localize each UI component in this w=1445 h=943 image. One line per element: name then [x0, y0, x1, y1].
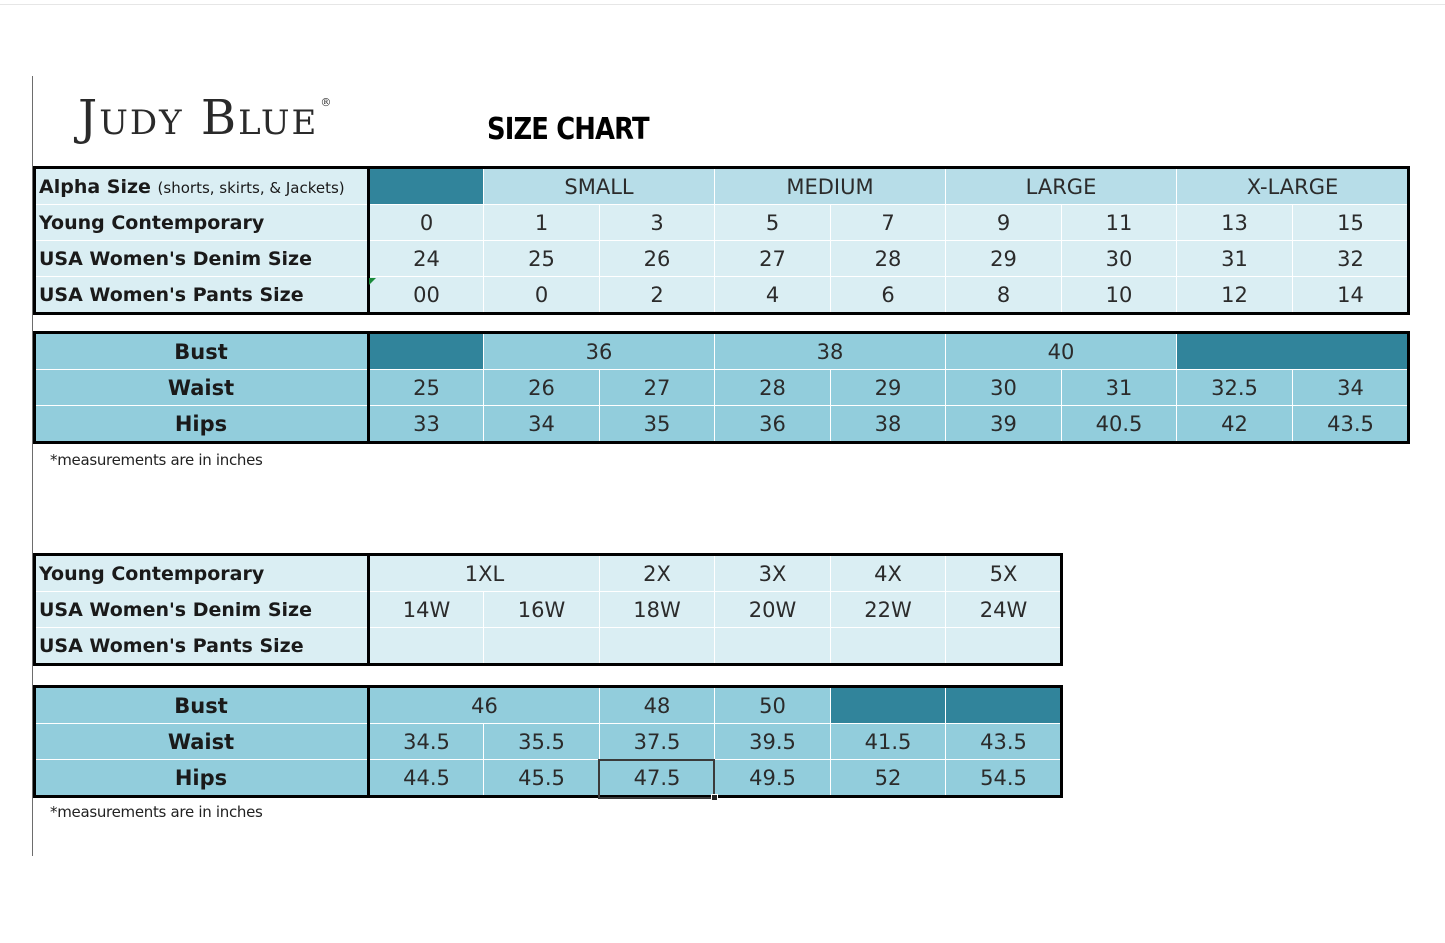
plus-pants-size-cell[interactable]: [484, 628, 600, 664]
plus-hips-value-cell[interactable]: 44.5: [369, 760, 484, 796]
young-size-cell[interactable]: 15: [1293, 205, 1409, 241]
denim-size-cell[interactable]: 30: [1062, 241, 1177, 277]
waist-value-cell[interactable]: 25: [369, 370, 484, 406]
alpha-group-cell[interactable]: LARGE: [946, 169, 1177, 205]
plus-denim-size-cell[interactable]: 24W: [946, 592, 1062, 628]
plus-waist-value-cell[interactable]: 39.5: [715, 724, 831, 760]
young-size-cell[interactable]: 1: [484, 205, 600, 241]
plus-waist-value-cell[interactable]: 43.5: [946, 724, 1062, 760]
plus-pants-size-row: [35, 628, 1062, 664]
plus-hips-value-cell[interactable]: 49.5: [715, 760, 831, 796]
hips-value-cell[interactable]: 43.5: [1293, 406, 1409, 442]
denim-size-cell[interactable]: 27: [715, 241, 831, 277]
bust-value-cell[interactable]: 36: [484, 334, 715, 370]
plus-denim-size-cell[interactable]: 16W: [484, 592, 600, 628]
pants-size-cell[interactable]: 12: [1177, 277, 1293, 313]
hips-value-cell[interactable]: 35: [600, 406, 715, 442]
young-size-cell[interactable]: 7: [831, 205, 946, 241]
hips-label: Hips: [35, 406, 369, 442]
hips-value-cell[interactable]: 34: [484, 406, 600, 442]
alpha-size-label-note: (shorts, skirts, & Jackets): [157, 178, 345, 197]
denim-size-label: USA Women's Denim Size: [35, 241, 369, 277]
top-divider: [0, 4, 1445, 5]
denim-size-cell[interactable]: 26: [600, 241, 715, 277]
pants-size-cell[interactable]: 8: [946, 277, 1062, 313]
plus-young-contemporary-label: Young Contemporary: [35, 556, 369, 592]
plus-hips-value-cell[interactable]: 45.5: [484, 760, 600, 796]
plus-bust-row: [35, 688, 1062, 724]
denim-size-cell[interactable]: 28: [831, 241, 946, 277]
trademark-mark: ®: [320, 96, 334, 109]
young-size-cell[interactable]: 9: [946, 205, 1062, 241]
waist-value-cell[interactable]: 29: [831, 370, 946, 406]
hips-value-cell[interactable]: 39: [946, 406, 1062, 442]
cell-comment-marker: [369, 278, 376, 285]
plus-young-size-cell[interactable]: 4X: [831, 556, 946, 592]
plus-waist-value-cell[interactable]: 35.5: [484, 724, 600, 760]
plus-denim-size-cell[interactable]: 20W: [715, 592, 831, 628]
alpha-size-label: [35, 169, 369, 205]
plus-hips-value-cell[interactable]: 52: [831, 760, 946, 796]
plus-young-size-cell[interactable]: 1XL: [369, 556, 600, 592]
plus-pants-size-label: USA Women's Pants Size: [35, 628, 369, 664]
plus-denim-size-row: [35, 592, 1062, 628]
plus-denim-size-cell[interactable]: 22W: [831, 592, 946, 628]
waist-value-cell[interactable]: 28: [715, 370, 831, 406]
hips-value-cell[interactable]: 33: [369, 406, 484, 442]
sheet-left-edge: [32, 76, 33, 856]
plus-waist-label: Waist: [35, 724, 369, 760]
plus-waist-value-cell[interactable]: 41.5: [831, 724, 946, 760]
plus-hips-label: Hips: [35, 760, 369, 796]
waist-value-cell[interactable]: 34: [1293, 370, 1409, 406]
waist-value-cell[interactable]: 26: [484, 370, 600, 406]
plus-measurement-note: *measurements are in inches: [50, 803, 263, 821]
plus-pants-size-cell[interactable]: [369, 628, 484, 664]
plus-young-size-cell[interactable]: 3X: [715, 556, 831, 592]
plus-denim-size-cell[interactable]: 18W: [600, 592, 715, 628]
denim-size-cell[interactable]: 24: [369, 241, 484, 277]
plus-bust-label: Bust: [35, 688, 369, 724]
young-size-cell[interactable]: 3: [600, 205, 715, 241]
bust-blank-cell[interactable]: [1177, 334, 1409, 370]
plus-young-size-cell[interactable]: 5X: [946, 556, 1062, 592]
plus-waist-row: [35, 724, 1062, 760]
plus-hips-row: [35, 760, 1062, 796]
young-contemporary-label: Young Contemporary: [35, 205, 369, 241]
plus-measurements-table: [34, 687, 1062, 796]
alpha-size-blank-cell[interactable]: [369, 169, 484, 205]
measurement-note: *measurements are in inches: [50, 451, 263, 469]
denim-size-cell[interactable]: 31: [1177, 241, 1293, 277]
alpha-group-cell[interactable]: MEDIUM: [715, 169, 946, 205]
alpha-size-label-text: Alpha Size: [39, 175, 151, 198]
plus-young-contemporary-row: [35, 556, 1062, 592]
plus-bust-value-cell[interactable]: 48: [600, 688, 715, 724]
hips-value-cell[interactable]: 36: [715, 406, 831, 442]
denim-size-cell[interactable]: 32: [1293, 241, 1409, 277]
plus-bust-blank-cell[interactable]: [946, 688, 1062, 724]
waist-label: Waist: [35, 370, 369, 406]
size-conversion-table: [34, 168, 1409, 313]
young-contemporary-row: [35, 205, 1409, 241]
plus-size-conversion-table: [34, 555, 1062, 664]
brand-logo: [78, 90, 333, 146]
page-title: SIZE CHART: [487, 112, 649, 147]
bust-label: Bust: [35, 334, 369, 370]
plus-waist-value-cell[interactable]: 34.5: [369, 724, 484, 760]
waist-value-cell[interactable]: 27: [600, 370, 715, 406]
pants-size-cell[interactable]: 10: [1062, 277, 1177, 313]
bust-blank-cell[interactable]: [369, 334, 484, 370]
waist-value-cell[interactable]: 30: [946, 370, 1062, 406]
young-size-cell[interactable]: 0: [369, 205, 484, 241]
plus-pants-size-cell[interactable]: [946, 628, 1062, 664]
measurements-table: [34, 333, 1409, 442]
pants-size-label: USA Women's Pants Size: [35, 277, 369, 313]
plus-denim-size-label: USA Women's Denim Size: [35, 592, 369, 628]
pants-size-cell[interactable]: 2: [600, 277, 715, 313]
alpha-group-cell[interactable]: SMALL: [484, 169, 715, 205]
bust-value-cell[interactable]: 38: [715, 334, 946, 370]
plus-young-size-cell[interactable]: 2X: [600, 556, 715, 592]
denim-size-cell[interactable]: 29: [946, 241, 1062, 277]
plus-hips-value-cell[interactable]: 54.5: [946, 760, 1062, 796]
hips-value-cell[interactable]: 38: [831, 406, 946, 442]
plus-pants-size-cell[interactable]: [715, 628, 831, 664]
alpha-size-row: [35, 169, 1409, 205]
waist-row: [35, 370, 1409, 406]
young-size-cell[interactable]: 11: [1062, 205, 1177, 241]
plus-pants-size-cell[interactable]: [831, 628, 946, 664]
hips-value-cell[interactable]: 40.5: [1062, 406, 1177, 442]
pants-size-cell[interactable]: 0: [484, 277, 600, 313]
pants-size-cell[interactable]: 14: [1293, 277, 1409, 313]
fill-handle[interactable]: [711, 794, 718, 801]
bust-value-cell[interactable]: 40: [946, 334, 1177, 370]
waist-value-cell[interactable]: 32.5: [1177, 370, 1293, 406]
plus-denim-size-cell[interactable]: 14W: [369, 592, 484, 628]
young-size-cell[interactable]: 5: [715, 205, 831, 241]
hips-row: [35, 406, 1409, 442]
alpha-group-cell[interactable]: X-LARGE: [1177, 169, 1409, 205]
bust-row: [35, 334, 1409, 370]
plus-waist-value-cell[interactable]: 37.5: [600, 724, 715, 760]
plus-bust-value-cell[interactable]: 50: [715, 688, 831, 724]
waist-value-cell[interactable]: 31: [1062, 370, 1177, 406]
plus-pants-size-cell[interactable]: [600, 628, 715, 664]
denim-size-cell[interactable]: 25: [484, 241, 600, 277]
young-size-cell[interactable]: 13: [1177, 205, 1293, 241]
pants-size-cell[interactable]: 4: [715, 277, 831, 313]
pants-size-cell[interactable]: 00: [369, 277, 484, 313]
pants-size-row: [35, 277, 1409, 313]
pants-size-cell[interactable]: 6: [831, 277, 946, 313]
plus-hips-value-cell-selected[interactable]: 47.5: [600, 760, 715, 796]
plus-bust-blank-cell[interactable]: [831, 688, 946, 724]
plus-bust-value-cell[interactable]: 46: [369, 688, 600, 724]
brand-name: Judy Blue: [78, 90, 319, 146]
hips-value-cell[interactable]: 42: [1177, 406, 1293, 442]
denim-size-row: [35, 241, 1409, 277]
